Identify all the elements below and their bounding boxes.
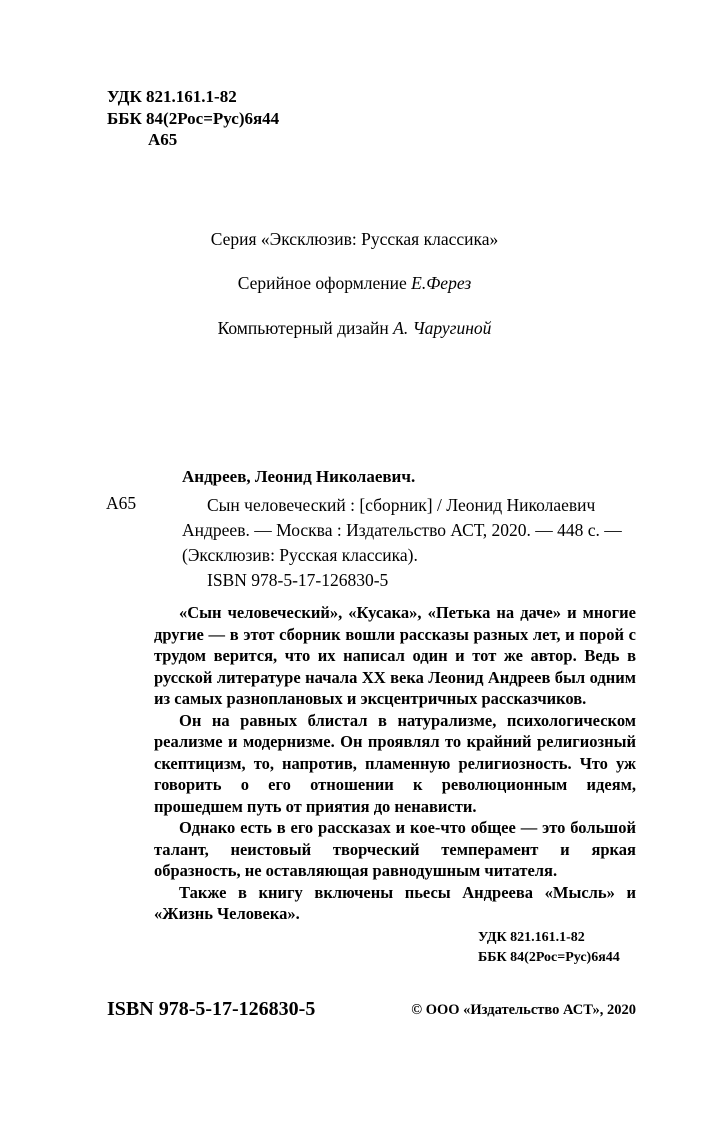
annotation-paragraph: Он на равных блистал в натурализме, психологическом реализме и модернизме. Он проявлял то крайний религиозный скептицизм, то, напротив, пламенную религиозность. Что уж говорить о его отношении к революционным идеям, прошедшем путь от приятия до ненависти. — [154, 710, 636, 816]
series-design-line — [0, 273, 709, 294]
annotation-paragraph: «Сын человеческий», «Кусака», «Петька на даче» и многие другие — в этот сборник вошли рассказы разных лет, и порой с трудом верится, что их написал один и тот же автор. Ведь в русской литературе начала XX века Леонид Андреев был одним из самых разноплановых и эксцентричных рассказчиков. — [154, 603, 636, 708]
footer-isbn: ISBN 978-5-17-126830-5 — [107, 998, 316, 1020]
bibliographic-line: Андреев. — Москва : Издательство АСТ, 2020. — 448 с. — — [182, 520, 622, 540]
footer-bbk-code: ББК 84(2Рос=Рус)6я44 — [478, 950, 620, 965]
catalog-isbn: ISBN 978-5-17-126830-5 — [207, 570, 389, 590]
series-line: Серия «Эксклюзив: Русская классика» — [210, 229, 499, 249]
catalog-author: Андреев, Леонид Николаевич. — [182, 467, 416, 486]
series-designer-name: Е.Ферез — [411, 273, 472, 293]
footer-classification-codes — [478, 928, 620, 968]
bibliographic-description — [182, 493, 636, 568]
computer-design-line — [0, 318, 709, 339]
classification-codes — [107, 86, 279, 151]
bibliographic-line: (Эксклюзив: Русская классика). — [182, 545, 418, 565]
author-mark: А65 — [148, 130, 178, 149]
computer-designer-name: А. Чаругиной — [393, 318, 492, 338]
catalog-author-mark: А65 — [106, 493, 137, 513]
udk-code: УДК 821.161.1-82 — [107, 87, 237, 106]
annotation — [154, 602, 636, 925]
bibliographic-line: Сын человеческий : [сборник] / Леонид Николаевич — [207, 495, 596, 515]
copyright-notice: © ООО «Издательство АСТ», 2020 — [411, 1002, 636, 1018]
annotation-paragraph: Также в книгу включены пьесы Андреева «Мысль» и «Жизнь Человека». — [154, 882, 636, 923]
computer-design-label: Компьютерный дизайн — [217, 318, 394, 338]
bbk-code: ББК 84(2Рос=Рус)6я44 — [107, 108, 280, 128]
series-design-label: Серийное оформление — [237, 273, 412, 293]
footer-udk-code: УДК 821.161.1-82 — [478, 930, 585, 945]
annotation-paragraph: Однако есть в его рассказах и кое-что общее — это большой талант, неистовый творческий темперамент и яркая образность, не оставляющая равнодушным читателя. — [154, 818, 636, 880]
